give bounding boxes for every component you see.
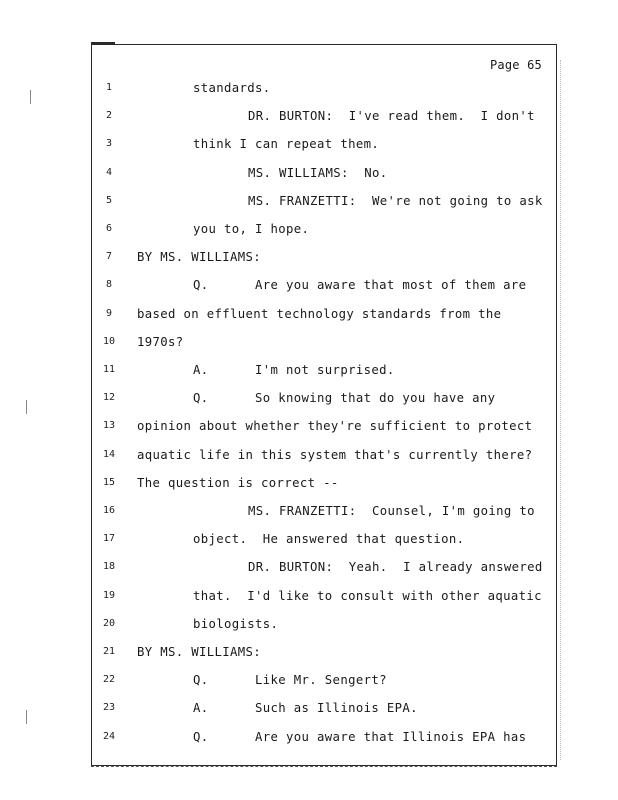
line-number: 10 bbox=[102, 335, 116, 347]
line-number: 7 bbox=[105, 251, 113, 263]
line-number: 18 bbox=[102, 561, 116, 573]
line-number: 14 bbox=[102, 448, 116, 460]
transcript-line bbox=[0, 250, 618, 268]
transcript-line bbox=[0, 278, 618, 296]
line-text: Q. Are you aware that Illinois EPA has bbox=[193, 729, 527, 744]
transcript-line bbox=[0, 476, 618, 494]
transcript-line bbox=[0, 81, 618, 99]
line-text: based on effluent technology standards from the bbox=[137, 306, 502, 321]
line-number: 23 bbox=[102, 702, 116, 714]
page-number: Page 65 bbox=[490, 58, 542, 72]
line-text: opinion about whether they're sufficient to protect bbox=[137, 419, 533, 434]
line-text: think I can repeat them. bbox=[193, 137, 380, 152]
line-number: 15 bbox=[102, 476, 116, 488]
line-number: 5 bbox=[105, 194, 113, 206]
line-number: 16 bbox=[102, 505, 116, 516]
line-text: BY MS. WILLIAMS: bbox=[137, 645, 262, 659]
transcript-line bbox=[0, 307, 618, 325]
line-text: you to, I hope. bbox=[193, 222, 310, 236]
line-text: Q. So knowing that do you have any bbox=[193, 391, 496, 406]
transcript-line bbox=[0, 617, 618, 635]
line-text: A. Such as Illinois EPA. bbox=[193, 701, 418, 716]
bottom-border bbox=[91, 766, 557, 769]
transcript-line bbox=[0, 137, 618, 155]
line-text: A. I'm not surprised. bbox=[193, 363, 395, 377]
transcript-line bbox=[0, 730, 618, 748]
transcript-line bbox=[0, 109, 618, 127]
line-text: MS. FRANZETTI: We're not going to ask bbox=[248, 193, 543, 208]
line-text: DR. BURTON: Yeah. I already answered bbox=[248, 560, 543, 575]
line-text: aquatic life in this system that's currently there? bbox=[137, 447, 533, 462]
transcript-line bbox=[0, 222, 618, 240]
line-number: 6 bbox=[105, 223, 113, 234]
line-number: 13 bbox=[102, 420, 116, 432]
line-number: 1 bbox=[105, 82, 113, 93]
transcript-line bbox=[0, 645, 618, 663]
line-number: 11 bbox=[102, 364, 116, 375]
line-number: 24 bbox=[102, 730, 116, 742]
transcript-line bbox=[0, 194, 618, 212]
transcript-line bbox=[0, 589, 618, 607]
line-text: MS. FRANZETTI: Counsel, I'm going to bbox=[248, 504, 535, 518]
transcript-line bbox=[0, 673, 618, 691]
transcript-line bbox=[0, 448, 618, 466]
line-text: Q. Like Mr. Sengert? bbox=[193, 673, 387, 688]
line-text: object. He answered that question. bbox=[193, 532, 465, 547]
line-text: The question is correct -- bbox=[137, 475, 339, 490]
transcript-line bbox=[0, 504, 618, 522]
line-number: 22 bbox=[102, 674, 116, 686]
transcript-line bbox=[0, 701, 618, 719]
line-number: 12 bbox=[102, 392, 116, 404]
line-number: 3 bbox=[105, 138, 113, 150]
transcript-line bbox=[0, 419, 618, 437]
transcript-line bbox=[0, 391, 618, 409]
transcript-line bbox=[0, 166, 618, 184]
line-text: biologists. bbox=[193, 616, 279, 631]
line-text: MS. WILLIAMS: No. bbox=[248, 165, 388, 180]
line-text: BY MS. WILLIAMS: bbox=[137, 250, 262, 265]
line-number: 17 bbox=[102, 533, 116, 545]
line-number: 21 bbox=[102, 646, 116, 657]
line-text: that. I'd like to consult with other aquatic bbox=[193, 588, 542, 603]
line-text: Q. Are you aware that most of them are bbox=[193, 278, 527, 293]
line-number: 19 bbox=[102, 589, 116, 601]
line-number: 4 bbox=[105, 166, 113, 178]
line-number: 20 bbox=[102, 617, 116, 629]
line-number: 9 bbox=[105, 307, 113, 319]
transcript-line bbox=[0, 335, 618, 353]
transcript-line bbox=[0, 560, 618, 578]
transcript-line bbox=[0, 363, 618, 381]
line-text: 1970s? bbox=[137, 334, 184, 349]
line-number: 8 bbox=[105, 279, 113, 291]
line-text: standards. bbox=[193, 81, 271, 95]
transcript-line bbox=[0, 532, 618, 550]
line-text: DR. BURTON: I've read them. I don't bbox=[248, 109, 535, 124]
line-number: 2 bbox=[105, 110, 113, 122]
